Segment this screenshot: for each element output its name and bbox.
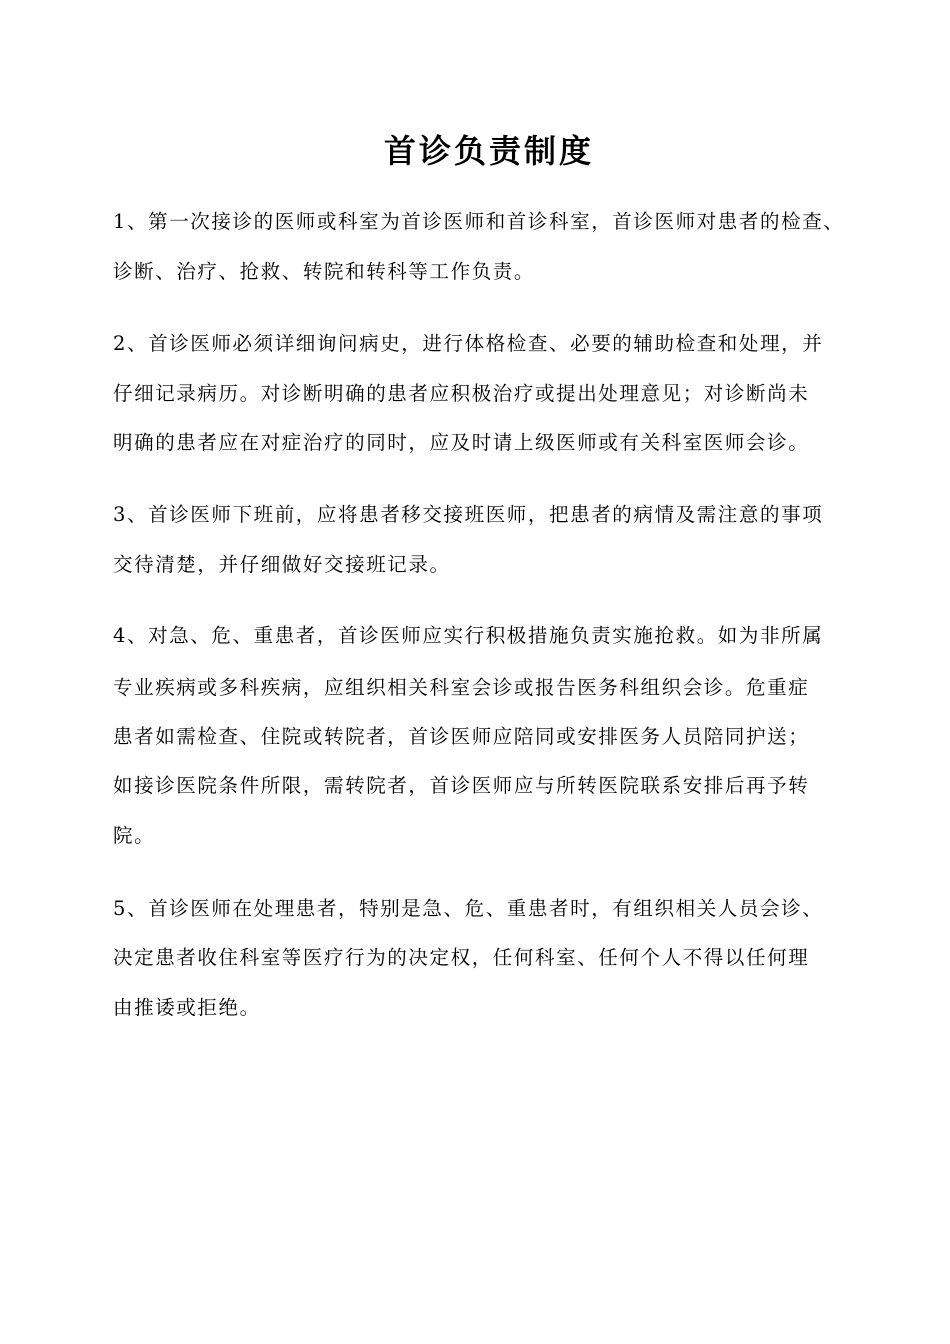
paragraph-4-line-3: 患者如需检查、住院或转院者，首诊医师应陪同或安排医务人员陪同护送； xyxy=(113,725,810,748)
paragraph-4-line-1: 4、对急、危、重患者，首诊医师应实行积极措施负责实施抢救。如为非所属 xyxy=(113,624,824,647)
document-title: 首诊负责制度 xyxy=(383,132,594,170)
paragraph-4-line-4: 如接诊医院条件所限，需转院者，首诊医师应与所转医院联系安排后再予转 xyxy=(113,774,810,797)
paragraph-2-line-2: 仔细记录病历。对诊断明确的患者应积极治疗或提出处理意见；对诊断尚未 xyxy=(113,382,810,405)
paragraph-5-line-2: 决定患者收住科室等医疗行为的决定权，任何科室、任何个人不得以任何理 xyxy=(113,946,810,969)
paragraph-3-line-1: 3、首诊医师下班前，应将患者移交接班医师，把患者的病情及需注意的事项 xyxy=(113,503,824,526)
paragraph-1-line-2: 诊断、治疗、抢救、转院和转科等工作负责。 xyxy=(113,260,536,283)
paragraph-3-line-2: 交待清楚，并仔细做好交接班记录。 xyxy=(113,553,451,576)
paragraph-5-line-1: 5、首诊医师在处理患者，特别是急、危、重患者时，有组织相关人员会诊、 xyxy=(113,897,824,920)
paragraph-5-line-3: 由推诿或拒绝。 xyxy=(113,996,261,1019)
paragraph-4-line-5: 院。 xyxy=(113,824,156,847)
paragraph-1-line-1: 1、第一次接诊的医师或科室为首诊医师和首诊科室，首诊医师对患者的检查、 xyxy=(113,210,845,233)
paragraph-2-line-3: 明确的患者应在对症治疗的同时，应及时请上级医师或有关科室医师会诊。 xyxy=(113,431,810,454)
paragraph-2-line-1: 2、首诊医师必须详细询问病史，进行体格检查、必要的辅助检查和处理，并 xyxy=(113,332,824,355)
paragraph-4-line-2: 专业疾病或多科疾病，应组织相关科室会诊或报告医务科组织会诊。危重症 xyxy=(113,676,810,699)
